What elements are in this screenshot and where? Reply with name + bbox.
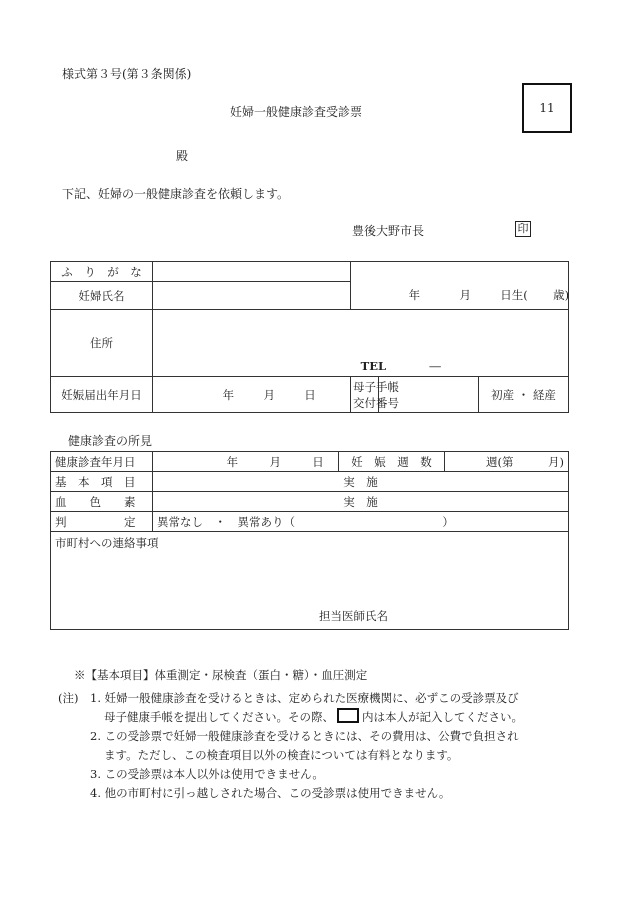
birth-month-label: 月: [459, 288, 471, 303]
note-2-line-1: 2. この受診票で妊婦一般健康診査を受けるときには、その費用は、公費で負担され: [90, 729, 519, 743]
note-1-line-2a: 母子健康手帳を提出してください。その際、: [104, 710, 334, 724]
birthdate-field[interactable]: [351, 282, 569, 310]
basic-items-value: 実 施: [153, 472, 569, 492]
exam-date-label: 健康診査年月日: [51, 452, 153, 472]
request-text: 下記、妊婦の一般健康診査を依頼します。: [62, 187, 290, 201]
name-field[interactable]: [153, 282, 351, 310]
address-field[interactable]: [153, 310, 569, 377]
weeks-field[interactable]: 週(第 月): [445, 452, 569, 472]
birth-year-label: 年: [408, 288, 421, 303]
tel-label: TEL: [360, 359, 387, 373]
exam-table: [50, 451, 569, 630]
judgement-close: ）: [442, 514, 454, 529]
birth-area-top: [351, 262, 569, 282]
addressee-suffix: 殿: [176, 149, 189, 163]
handbook-label: [351, 377, 399, 413]
pregnancy-date-field[interactable]: [153, 377, 351, 413]
note-1-line-2b: 内は本人が記入してください。: [362, 710, 523, 724]
age-label: 歳): [553, 288, 570, 303]
seal-mark: 印: [515, 221, 531, 237]
hemoglobin-value: 実 施: [153, 492, 569, 512]
form-title: 妊婦一般健康診査受診票: [230, 105, 363, 119]
weeks-label: 妊 娠 週 数: [339, 452, 445, 472]
exam-day-label: 日: [312, 454, 324, 469]
form-number: 様式第３号(第３条関係): [62, 67, 192, 81]
number-box-value: 11: [539, 101, 555, 115]
exam-date-field[interactable]: [153, 452, 339, 472]
note-1-line-1: 1. 妊婦一般健康診査を受けるときは、定められた医療機関に、必ずこの受診票及び: [90, 691, 519, 705]
contact-notes-field[interactable]: [51, 532, 569, 630]
number-box: [522, 83, 572, 133]
address-label: 住所: [51, 310, 153, 377]
basic-items-label: 基 本 項 目: [51, 472, 153, 492]
handbook-label-line1: 母子手帳: [353, 379, 399, 394]
judgement-field[interactable]: [153, 512, 569, 532]
note-3: 3. この受診票は本人以外は使用できません。: [90, 767, 324, 781]
preg-year-label: 年: [222, 387, 235, 402]
exam-section-title: 健康診査の所見: [68, 434, 153, 448]
note-4: 4. 他の市町村に引っ越しされた場合、この受診票は使用できません。: [90, 786, 451, 800]
hemoglobin-label: 血 色 素: [51, 492, 153, 512]
note-2-line-2: ます。ただし、この検査項目以外の検査については有料となります。: [104, 748, 459, 762]
exam-year-label: 年: [226, 454, 239, 469]
contact-notes-label: 市町村への連絡事項: [55, 536, 159, 550]
basic-items-note: ※【基本項目】体重測定・尿検査（蛋白・糖）・血圧測定: [74, 668, 368, 682]
doctor-name-label: 担当医師氏名: [319, 609, 388, 623]
name-label: 妊婦氏名: [51, 282, 153, 310]
furigana-field[interactable]: [153, 262, 351, 282]
parity-field[interactable]: 初産 ・ 経産: [479, 377, 569, 413]
entry-box-marker: [337, 708, 359, 723]
preg-month-label: 月: [263, 387, 275, 402]
tel-dash: ―: [429, 359, 441, 373]
pregnancy-date-label: 妊娠届出年月日: [51, 377, 153, 413]
exam-month-label: 月: [269, 454, 281, 469]
handbook-label-line2: 交付番号: [353, 395, 399, 410]
judgement-options: 異常なし ・ 異常あり（: [157, 514, 295, 529]
preg-day-label: 日: [304, 387, 316, 402]
issuer-name: 豊後大野市長: [352, 224, 425, 238]
notes-prefix: (注): [58, 691, 79, 705]
birth-day-label: 日生(: [500, 288, 528, 303]
furigana-label: ふ り が な: [51, 262, 153, 282]
judgement-label: 判 定: [51, 512, 153, 532]
patient-info-table: [50, 261, 569, 413]
notes-section: [58, 666, 578, 803]
